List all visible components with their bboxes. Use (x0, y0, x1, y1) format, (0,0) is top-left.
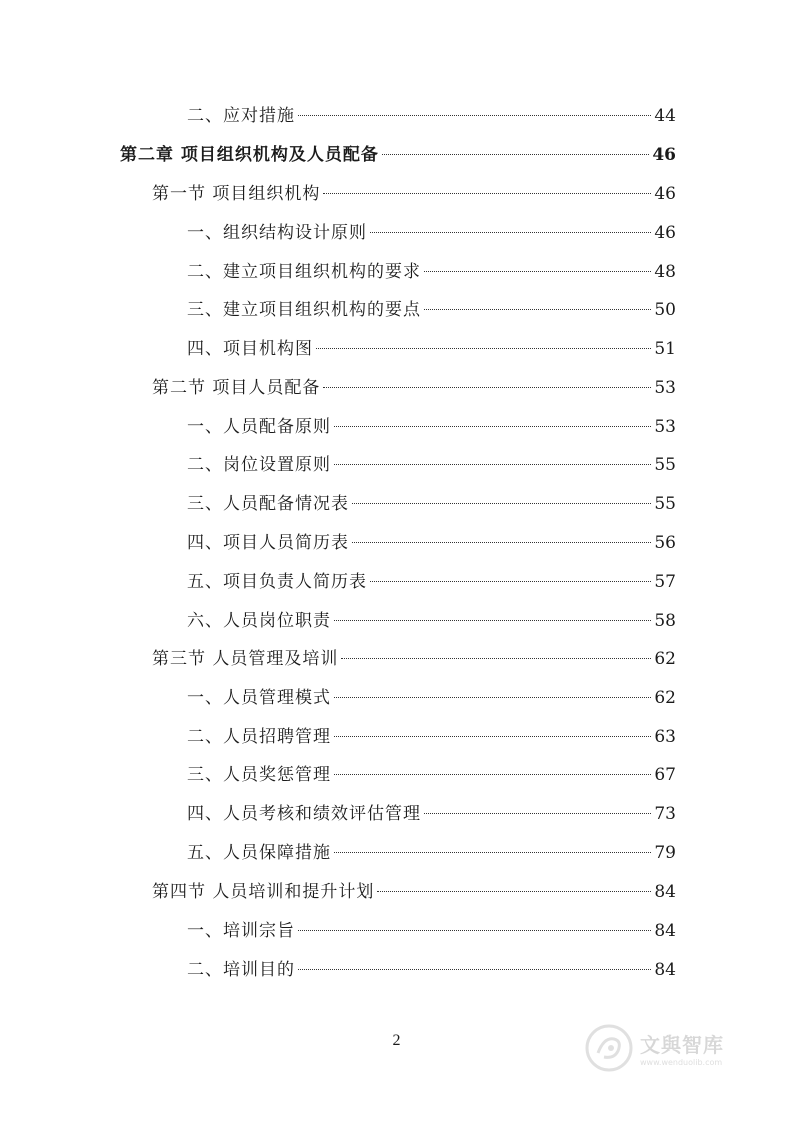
toc-entry-page: 62 (654, 649, 676, 669)
dot-leader (424, 813, 651, 814)
toc-entry-title: 第三节 人员管理及培训 (152, 649, 339, 669)
toc-entry[interactable] (187, 295, 676, 325)
dot-leader (424, 271, 651, 272)
toc-entry-page: 53 (654, 417, 676, 437)
toc-entry-page: 79 (654, 843, 676, 863)
dot-leader (370, 232, 651, 233)
toc-entry-page: 58 (654, 611, 676, 631)
toc-entry-page: 55 (654, 494, 676, 514)
toc-entry-title: 第四节 人员培训和提升计划 (152, 882, 375, 902)
toc-entry-page: 67 (654, 765, 676, 785)
toc-entry-section[interactable] (152, 179, 676, 209)
toc-entry[interactable] (187, 218, 676, 248)
toc-entry-page: 84 (654, 882, 676, 902)
dot-leader (298, 930, 651, 931)
toc-entry-page: 46 (654, 184, 676, 204)
dot-leader (341, 658, 651, 659)
toc-entry-title: 第二节 项目人员配备 (152, 378, 321, 398)
toc-entry-page: 63 (654, 727, 676, 747)
dot-leader (334, 736, 651, 737)
page-number: 2 (392, 1032, 401, 1049)
toc-entry-title: 六、人员岗位职责 (187, 611, 331, 631)
dot-leader (316, 348, 651, 349)
toc-entry-page: 48 (654, 262, 676, 282)
dot-leader (334, 774, 651, 775)
dot-leader (370, 581, 651, 582)
toc-entry[interactable] (187, 722, 676, 752)
toc-entry-page: 56 (654, 533, 676, 553)
toc-entry-title: 二、培训目的 (187, 960, 295, 980)
watermark-url: www.wenduolib.com (640, 1058, 723, 1067)
toc-entry[interactable] (187, 916, 676, 946)
watermark-text (640, 1029, 724, 1067)
toc-entry[interactable] (187, 450, 676, 480)
toc-entry[interactable] (187, 334, 676, 364)
toc-entry-title: 三、人员奖惩管理 (187, 765, 331, 785)
toc-entry-page: 51 (654, 339, 676, 359)
toc-entry[interactable] (187, 257, 676, 287)
toc-entry-section[interactable] (152, 877, 676, 907)
toc-entry-section[interactable] (152, 373, 676, 403)
toc-entry[interactable] (187, 799, 676, 829)
toc-entry[interactable] (187, 412, 676, 442)
dot-leader (298, 969, 651, 970)
toc-entry-title: 五、项目负责人简历表 (187, 572, 367, 592)
dot-leader (323, 387, 651, 388)
dot-leader (334, 426, 651, 427)
toc-entry-page: 46 (652, 145, 676, 165)
toc-entry-page: 55 (654, 455, 676, 475)
dot-leader (334, 697, 651, 698)
toc-entry-title: 一、人员配备原则 (187, 417, 331, 437)
toc-entry-title: 四、人员考核和绩效评估管理 (187, 804, 421, 824)
toc-entry-title: 第二章 项目组织机构及人员配备 (120, 145, 379, 165)
dot-leader (334, 620, 651, 621)
toc-entry-page: 73 (654, 804, 676, 824)
toc-entry[interactable] (187, 838, 676, 868)
toc-entry-title: 一、人员管理模式 (187, 688, 331, 708)
toc-entry-title: 二、应对措施 (187, 106, 295, 126)
toc-entry-page: 62 (654, 688, 676, 708)
watermark-title: 文與智库 (640, 1033, 724, 1057)
dot-leader (352, 503, 651, 504)
toc-entry-page: 50 (654, 300, 676, 320)
toc-entry[interactable] (187, 760, 676, 790)
toc-entry-title: 三、人员配备情况表 (187, 494, 349, 514)
toc-entry[interactable] (187, 101, 676, 131)
dot-leader (382, 154, 649, 155)
toc-entry-title: 四、项目人员简历表 (187, 533, 349, 553)
toc-entry-title: 五、人员保障措施 (187, 843, 331, 863)
toc-entry-title: 四、项目机构图 (187, 339, 313, 359)
dot-leader (424, 309, 651, 310)
watermark-logo-icon (584, 1023, 634, 1073)
watermark (584, 1020, 784, 1076)
toc-entry-page: 84 (654, 960, 676, 980)
toc-entry[interactable] (187, 528, 676, 558)
toc-entry[interactable] (187, 683, 676, 713)
toc-entry[interactable] (187, 567, 676, 597)
toc-entry-title: 三、建立项目组织机构的要点 (187, 300, 421, 320)
toc-entry-title: 二、岗位设置原则 (187, 455, 331, 475)
toc-entry-title: 第一节 项目组织机构 (152, 184, 321, 204)
toc-entry[interactable] (187, 955, 676, 985)
toc-entry-page: 53 (654, 378, 676, 398)
toc-entry-title: 一、组织结构设计原则 (187, 223, 367, 243)
dot-leader (377, 891, 651, 892)
toc-entry-title: 二、人员招聘管理 (187, 727, 331, 747)
toc-entry-title: 一、培训宗旨 (187, 921, 295, 941)
toc-entry-section[interactable] (152, 644, 676, 674)
dot-leader (352, 542, 651, 543)
dot-leader (334, 852, 651, 853)
toc-entry[interactable] (187, 489, 676, 519)
toc-entry-chapter[interactable] (120, 140, 676, 170)
dot-leader (323, 193, 651, 194)
toc-entry-page: 84 (654, 921, 676, 941)
toc-entry-page: 44 (654, 106, 676, 126)
dot-leader (298, 115, 651, 116)
toc-entry[interactable] (187, 606, 676, 636)
toc-entry-page: 57 (654, 572, 676, 592)
toc-entry-page: 46 (654, 223, 676, 243)
toc-entry-title: 二、建立项目组织机构的要求 (187, 262, 421, 282)
dot-leader (334, 464, 651, 465)
